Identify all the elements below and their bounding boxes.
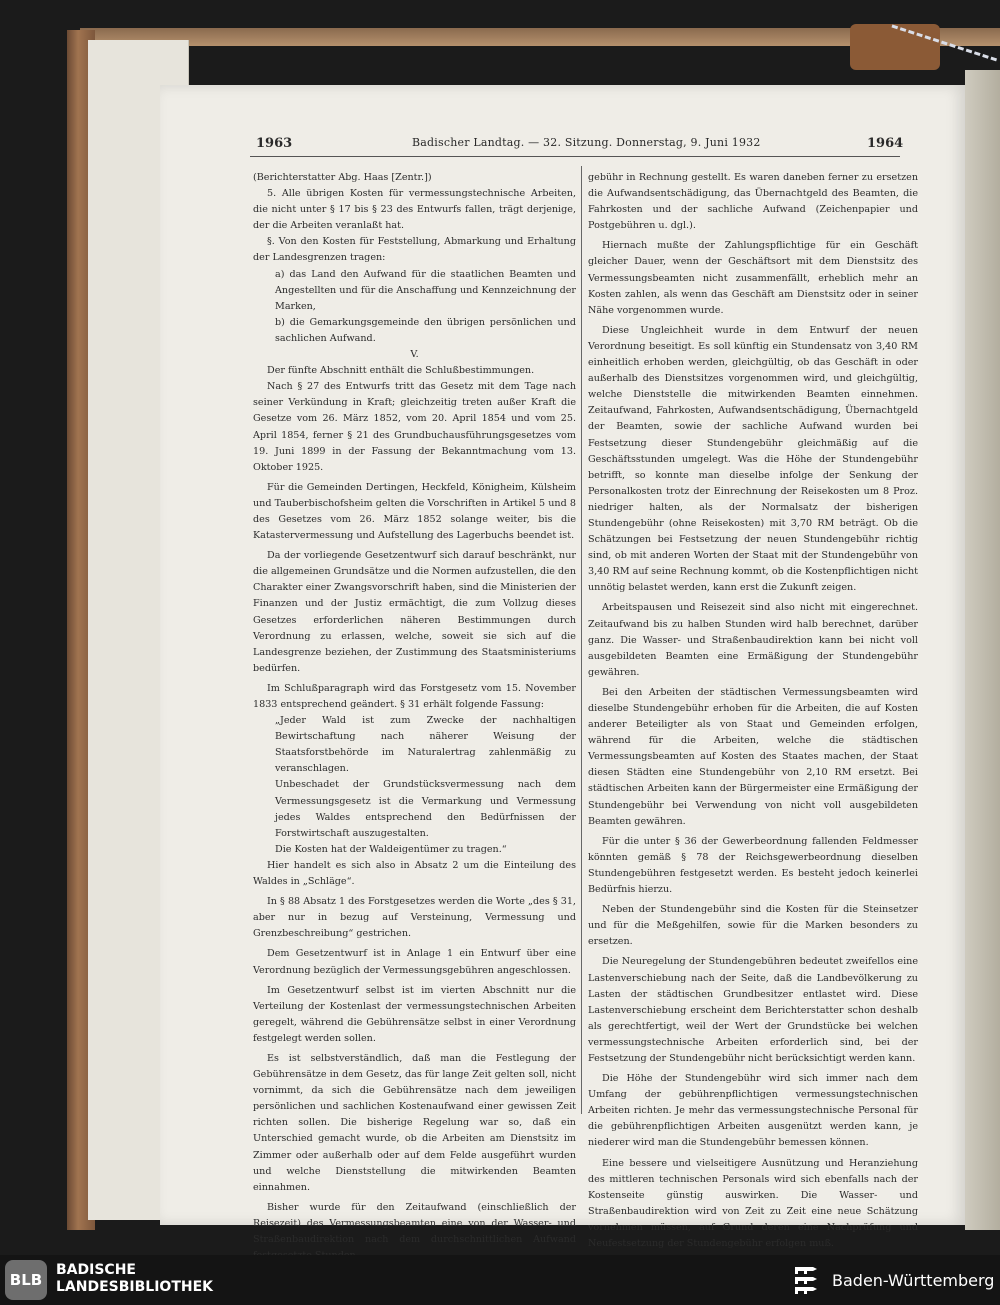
footer-bar [0,1255,1000,1305]
quote-paragraph: „Jeder Wald ist zum Zwecke der nachhaltigen Bewirtschaftung nach näherer Weisung der Staatsforstbehörde im Naturalertrag zahlenmäßig zu veranschlagen. [275,715,576,775]
facing-page-edge [965,70,1000,1230]
paragraph: Bei den Arbeiten der städtischen Vermessungsbeamten wird dieselbe Stundengebühr erhoben für die Arbeiten, die auf Kosten anderer Beteiligter als von Staat und Gemeinden erfolgen, während für die Arbeiten, welche die städtischen Vermessungsbeamten auf Kosten des Staates machen, der Staat diesen Städten eine Stundengebühr von 2,10 RM ersetzt. Bei städtischen Arbeiten kann der Bürgermeister eine Ermäßigung der Stundengebühr bei Verwendung von nicht voll ausgebildeten Beamten gewähren. [588,686,918,827]
paragraph: §. Von den Kosten für Feststellung, Abmarkung und Erhaltung der Landesgrenzen tragen: [253,236,576,264]
library-name[interactable] [56,1262,213,1296]
library-name-line2: LANDESBIBLIOTHEK [56,1279,214,1295]
paragraph: gebühr in Rechnung gestellt. Es waren daneben ferner zu ersetzen die Aufwandsentschädigung, das Übernachtgeld des Beamten, die Fahrkosten und der sachliche Aufwand (Zeichenpapier und Postgebühren u. dgl.). [588,172,918,232]
bw-name: Baden-Württemberg [832,1271,995,1290]
left-column [253,170,576,1264]
paragraph: In § 88 Absatz 1 des Forstgesetzes werden die Worte „des § 31, aber nur in bezug auf Versteinung, Vermessung und Grenzbeschreibung“ gestrichen. [253,896,576,940]
paragraph: Die Neuregelung der Stundengebühren bedeutet zweifellos eine Lastenverschiebung nach der Seite, daß die Landbevölkerung zu Lasten der städtischen Grundbesitzer entlastet wird. Diese Lastenverschiebung erscheint dem Berichterstatter schon deshalb als gerechtfertigt, weil der Wert der Grundstücke bei welchen vermessungstechnische Arbeiten erforderlich sind, bei der Festsetzung der Stundengebühr nicht berücksichtigt werden kann. [588,956,918,1064]
paragraph: Für die Gemeinden Dertingen, Heckfeld, Königheim, Külsheim und Tauberbischofsheim gelten die Vorschriften in Artikel 5 und 8 des Gesetzes vom 26. März 1852 solange weiter, bis die Katastervermessung und Aufstellung des Lagerbuchs beendet ist. [253,481,576,542]
paragraph: Für die unter § 36 der Gewerbeordnung fallenden Feldmesser könnten gemäß § 78 der Reichsgewerbeordnung dieselben Stundengebühren festgesetzt werden. Es besteht jedoch keinerlei Bedürfnis hierzu. [588,835,918,896]
header-rule [250,156,900,157]
section-heading: V. [410,349,419,361]
running-head: Badischer Landtag. — 32. Sitzung. Donnerstag, 9. Juni 1932 [412,136,761,149]
column-rule [581,166,582,1114]
paragraph: Da der vorliegende Gesetzentwurf sich darauf beschränkt, nur die allgemeinen Grundsätze und die Normen aufzustellen, die den Charakter einer Zwangsvorschrift haben, sind die Ministerien der Finanzen und der Justiz ermächtigt, die zum Vollzug dieses Gesetzes erforderlichen näheren Bestimmungen durch Verordnung zu erlassen, welche, soweit sie sich auf die Landesgrenze beziehen, der Zustimmung des Staatsministeriums bedürfen. [253,550,576,674]
paragraph: Die Höhe der Stundengebühr wird sich immer nach dem Umfang der gebührenpflichtigen vermessungstechnischen Arbeiten richten. Je mehr das vermessungstechnische Personal für die gebührenpflichtigen Arbeiten ausgenützt werden kann, je niederer wird man die Stundengebühr bemessen können. [588,1073,918,1149]
three-lions-icon [792,1263,822,1297]
library-name-line1: BADISCHE [56,1262,136,1278]
page-number-right: 1964 [867,136,904,151]
paragraph: Im Gesetzentwurf selbst ist im vierten Abschnitt nur die Verteilung der Kostenlast der vermessungstechnischen Arbeiten geregelt, während die Gebührensätze selbst in einer Verordnung festgelegt werden sollen. [253,984,576,1044]
paragraph: Diese Ungleichheit wurde in dem Entwurf der neuen Verordnung beseitigt. Es soll künftig ein Stundensatz von 3,40 RM einheitlich erhoben werden, gleichgültig, ob das Geschäft in oder außerhalb des Dienstsitzes vorgenommen wird, und gleichgültig, welche Dienststelle die mitwirkenden Beamten einnehmen. Zeitaufwand, Fahrkosten, Aufwandsentschädigung, Übernachtgeld der Beamten, sowie der sachliche Aufwand wurden bei Festsetzung dieser Stundengebühr gleichmäßig auf die Geschäftsstunden umgelegt. Was die Höhe der Stundengebühr betrifft, so konnte man dieselbe infolge der Senkung der Personalkosten trotz der Einrechnung der Reisekosten um 8 Proz. niedriger halten, als der Normalsatz der bisherigen Stundengebühr (ohne Reisekosten) mit 3,70 RM beträgt. Ob die Schätzungen bei Festsetzung der neuen Stundengebühr richtig sind, ob mit anderen Worten der Staat mit der Stundengebühr von 3,40 RM auf seine Rechnung kommt, ob die Kostenpflichtigen nicht unnötig belastet werden, kann erst die Zukunft zeigen. [588,324,918,594]
paragraph: Im Schlußparagraph wird das Forstgesetz vom 15. November 1833 entsprechend geändert. § 31 erhält folgende Fassung: [253,682,576,710]
paragraph: (Berichterstatter Abg. Haas [Zentr.]) [253,172,432,183]
paragraph: a) das Land den Aufwand für die staatlichen Beamten und Angestellten und für die Anschaffung und Kennzeichnung der Marken, [275,268,576,312]
paragraph: Der fünfte Abschnitt enthält die Schlußbestimmungen. [267,365,535,377]
right-column [588,170,918,1252]
paragraph: Es ist selbstverständlich, daß man die Festlegung der Gebührensätze in dem Gesetz, das für lange Zeit gelten soll, nicht vornimmt, da sich die Gebührensätze nach dem jeweiligen persönlichen und sachlichen Kostenaufwand einer gewissen Zeit richten sollen. Die bisherige Regelung war so, daß ein Unterschied gemacht wurde, ob die Arbeiten am Dienstsitz im Zimmer oder außerhalb oder auf dem Felde ausgeführt wurden und welche Dienststellung die mitwirkenden Beamten einnahmen. [253,1052,576,1193]
paragraph: b) die Gemarkungsgemeinde den übrigen persönlichen und sachlichen Aufwand. [275,316,576,344]
paragraph: 5. Alle übrigen Kosten für vermessungstechnische Arbeiten, die nicht unter § 17 bis § 23 des Entwurfs fallen, trägt derjenige, der die Arbeiten veranlaßt hat. [253,188,576,232]
blb-logo[interactable]: BLB [5,1260,47,1300]
paragraph: Arbeitspausen und Reisezeit sind also nicht mit eingerechnet. Zeitaufwand bis zu halben Stunden wird halb berechnet, darüber ganz. Die Wasser- und Straßenbaudirektion kann bei nicht voll ausgebildeten Beamten eine Ermäßigung der Stundengebühr gewähren. [588,602,918,678]
page-number-left: 1963 [256,136,293,151]
quote-paragraph: Unbeschadet der Grundstücksvermessung nach dem Vermessungsgesetz ist die Vermarkung und Vermessung jedes Waldes entsprechend den Bedürfnissen der Forstwirtschaft auszugestalten. [275,779,576,839]
paragraph: Bisher wurde für den Zeitaufwand (einschließlich der Reisezeit) des Vermessungsbeamten eine von der Wasser- und Straßenbaudirektion nach dem durchschnittlichen Aufwand [253,1201,576,1245]
paragraph: Neben der Stundengebühr sind die Kosten für die Steinsetzer und für die Meßgehilfen, sowie für die Marken besonders zu ersetzen. [588,904,918,948]
paragraph: Dem Gesetzentwurf ist in Anlage 1 ein Entwurf über eine Verordnung bezüglich der Vermessungsgebühren angeschlossen. [253,948,576,976]
paragraph: Hiernach mußte der Zahlungspflichtige für ein Geschäft gleicher Dauer, wenn der Geschäftsort mit dem Dienstsitz des Vermessungsbeamten nicht zusammenfällt, erheblich mehr an Kosten zahlen, als wenn das Geschäft am Dienstsitz oder in seiner Nähe vorgenommen wurde. [588,240,918,316]
paragraph: Nach § 27 des Entwurfs tritt das Gesetz mit dem Tage nach seiner Verkündung in Kraft; gleichzeitig treten außer Kraft die Gesetze vom 26. März 1852, vom 20. April 1854 und vom 25. April 1854, ferner § 21 des Grundbuchausführungsgesetzes vom 19. Juni 1899 in der Fassung der Bekanntmachung vom 13. Oktober 1925. [253,381,576,473]
paragraph: Eine bessere und vielseitigere Ausnützung und Heranziehung des mittleren technischen Personals wird sich ebenfalls nach der Kostenseite günstig auswirken. Die Wasser- und Straßenbaudirektion wird von Zeit zu Zeit eine neue Schätzung vornehmen müssen, auf Grund deren eine Nachprüfung und Neufestsetzung der Stundengebühr erfolgen muß. [588,1157,918,1249]
quote-paragraph: Die Kosten hat der Waldeigentümer zu tragen.“ [275,843,507,855]
paragraph: Hier handelt es sich also in Absatz 2 um die Einteilung des Waldes in „Schläge“. [253,859,576,888]
bw-logo[interactable] [792,1263,995,1297]
